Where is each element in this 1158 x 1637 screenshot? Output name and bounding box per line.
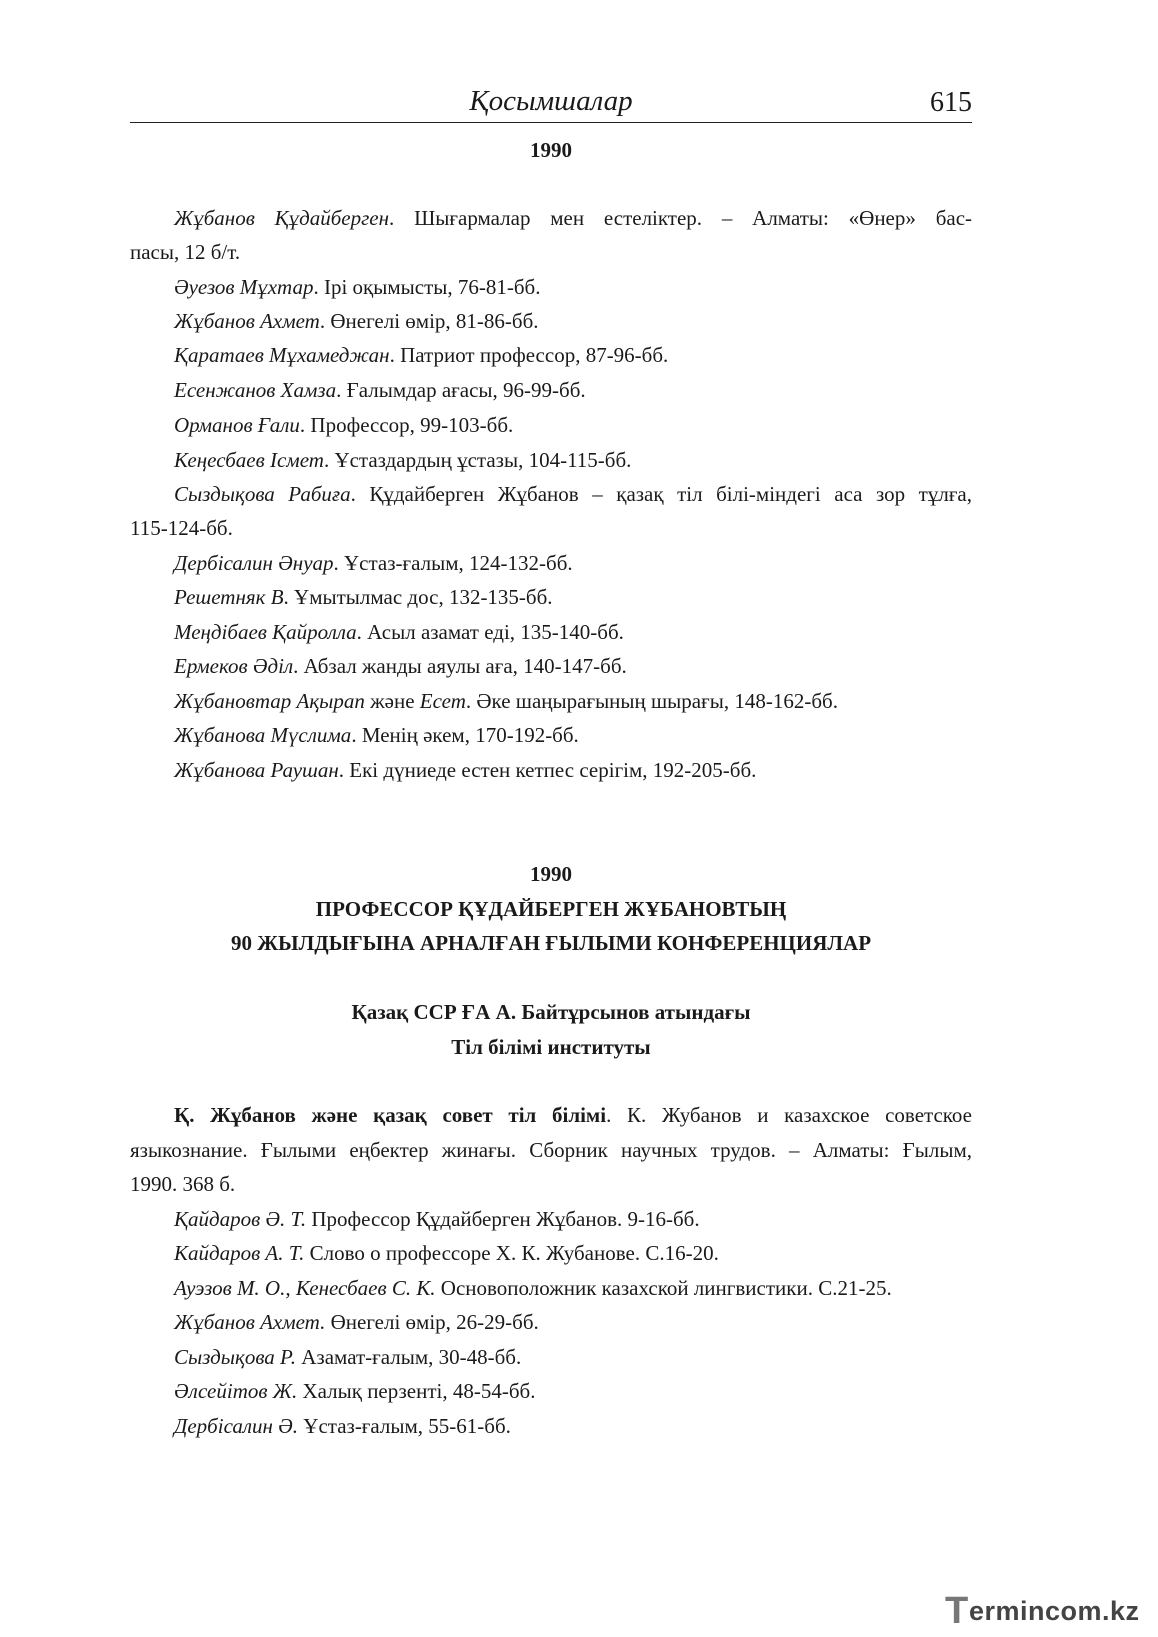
entry-text: . Асыл азамат еді, 135-140-бб. (356, 620, 624, 644)
entry-author: Сыздықова Рабиға (174, 482, 351, 506)
entry-text: . Профессор, 99-103-бб. (299, 413, 514, 437)
entry-text: . Шығармалар мен естеліктер. – Алматы: «Өнер» бас- (389, 206, 973, 230)
bib-entry (130, 343, 972, 367)
entry-author: Жұбанова Раушан (174, 758, 339, 782)
entry-continuation: языкознание. Ғылыми еңбектер жинағы. Сборник научных трудов. – Алматы: Ғылым, (130, 1138, 972, 1162)
entry-text: Профессор Құдайберген Жұбанов. 9-16-бб. (306, 1207, 700, 1231)
entry-author: Әлсейітов Ж. (174, 1379, 298, 1403)
entry-author: Жұбанов Ахмет. (174, 1310, 326, 1334)
bib-entry (130, 413, 972, 437)
entry-text: . Құдайберген Жұбанов – қазақ тіл білі-міндегі аса зор тұлға, (350, 482, 972, 506)
bib-entry (130, 758, 972, 782)
bib-entry (130, 378, 972, 402)
bib-entry (130, 723, 972, 747)
section-year: 1990 (530, 862, 572, 886)
entry-author: Әуезов Мұхтар (174, 275, 314, 299)
bib-entry (130, 206, 972, 230)
entry-author: Жұбанов Ахмет (174, 309, 320, 333)
bib-entry (130, 482, 972, 506)
entry-author: Решетняк В (174, 585, 284, 609)
bib-entry (130, 448, 972, 472)
entry-author: Ермеков Әділ (174, 654, 294, 678)
entry-text: . Ірі оқымысты, 76-81-бб. (313, 275, 541, 299)
entry-author: Орманов Ғали (174, 413, 300, 437)
entry-text: . Патриот профессор, 87-96-бб. (389, 343, 669, 367)
entry-text: Азамат-ғалым, 30-48-бб. (296, 1345, 522, 1369)
entry-conjunction: және (364, 689, 420, 713)
entry-text: . Өнегелі өмір, 81-86-бб. (319, 309, 539, 333)
section-subtitle-line: Қазақ ССР ҒА А. Байтұрсынов атындағы (351, 1000, 751, 1024)
section-title-line: ПРОФЕССОР ҚҰДАЙБЕРГЕН ЖҰБАНОВТЫҢ (315, 897, 787, 921)
entry-author: Есет (419, 689, 466, 713)
entry-author: Жұбанова Мүслима (174, 723, 352, 747)
entry-text: . Абзал жанды аяулы аға, 140-147-бб. (293, 654, 627, 678)
termincom-watermark (945, 1590, 1145, 1632)
entry-text: . Ұстаз-ғалым, 124-132-бб. (333, 551, 573, 575)
bib-entry (130, 275, 972, 299)
entry-text: . Әке шаңырағының шырағы, 148-162-бб. (465, 689, 838, 713)
running-title: Қосымшалар (469, 85, 633, 117)
entry-continuation: 115-124-бб. (130, 516, 233, 540)
entry-author: Сыздықова Р. (174, 1345, 297, 1369)
bib-entry (130, 1379, 972, 1403)
bib-entry (130, 309, 972, 333)
running-header (130, 84, 972, 123)
bib-entry (130, 1103, 972, 1127)
watermark-initial: T (945, 1590, 969, 1632)
section-year: 1990 (530, 138, 572, 162)
bib-entry (130, 1207, 972, 1231)
entry-author: Қайдаров Ә. Т. (174, 1207, 307, 1231)
page-number: 615 (930, 87, 972, 118)
entry-author: Дербісалин Әнуар (174, 551, 334, 575)
bib-entry (130, 1276, 972, 1300)
section-title-line: 90 ЖЫЛДЫҒЫНА АРНАЛҒАН ҒЫЛЫМИ КОНФЕРЕНЦИЯЛАР (230, 931, 872, 955)
entry-text: . Ғалымдар ағасы, 96-99-бб. (336, 378, 586, 402)
bib-entry (130, 1414, 972, 1438)
entry-text: . Ұстаздардың ұстазы, 104-115-бб. (323, 448, 632, 472)
bib-entry (130, 620, 972, 644)
entry-text: Халық перзенті, 48-54-бб. (297, 1379, 536, 1403)
bib-entry (130, 551, 972, 575)
entry-text: Слово о профессоре Х. К. Жубанове. С.16-20. (304, 1241, 719, 1265)
entry-title-bold: Қ. Жұбанов және қазақ совет тіл білімі (174, 1103, 607, 1127)
bib-entry (130, 1241, 972, 1265)
entry-text: . К. Жубанов и казахское советское (606, 1103, 972, 1127)
entry-text: . Ұмытылмас дос, 132-135-бб. (283, 585, 553, 609)
entry-text: . Екі дүниеде естен кетпес серігім, 192-205-бб. (338, 758, 757, 782)
entry-author: Кайдаров А. Т. (174, 1241, 305, 1265)
entry-author: Жұбановтар Ақырап (174, 689, 365, 713)
bib-entry (130, 654, 972, 678)
bib-entry (130, 689, 972, 713)
entry-author: Дербісалин Ә. (174, 1414, 299, 1438)
bib-entry (130, 1345, 972, 1369)
entry-author: Меңдібаев Қайролла (174, 620, 357, 644)
entry-continuation: 1990. 368 б. (130, 1172, 236, 1196)
entry-text: Өнегелі өмір, 26-29-бб. (325, 1310, 539, 1334)
section-subtitle-line: Тіл білімі институты (451, 1035, 651, 1059)
entry-text: Ұстаз-ғалым, 55-61-бб. (298, 1414, 511, 1438)
entry-author: Кеңесбаев Ісмет (174, 448, 324, 472)
watermark-text: ermincom.kz (969, 1596, 1140, 1626)
entry-author: Қаратаев Мұхамеджан (174, 343, 390, 367)
entry-author: Есенжанов Хамза (174, 378, 337, 402)
entry-author: Ауэзов М. О., Кенесбаев С. К. (174, 1276, 436, 1300)
entry-text: Основоположник казахской лингвистики. С.21-25. (435, 1276, 892, 1300)
entry-continuation: пасы, 12 б/т. (130, 240, 241, 264)
bib-entry (130, 1310, 972, 1334)
entry-author: Жұбанов Құдайберген (174, 206, 390, 230)
entry-text: . Менің әкем, 170-192-бб. (351, 723, 579, 747)
bib-entry (130, 585, 972, 609)
